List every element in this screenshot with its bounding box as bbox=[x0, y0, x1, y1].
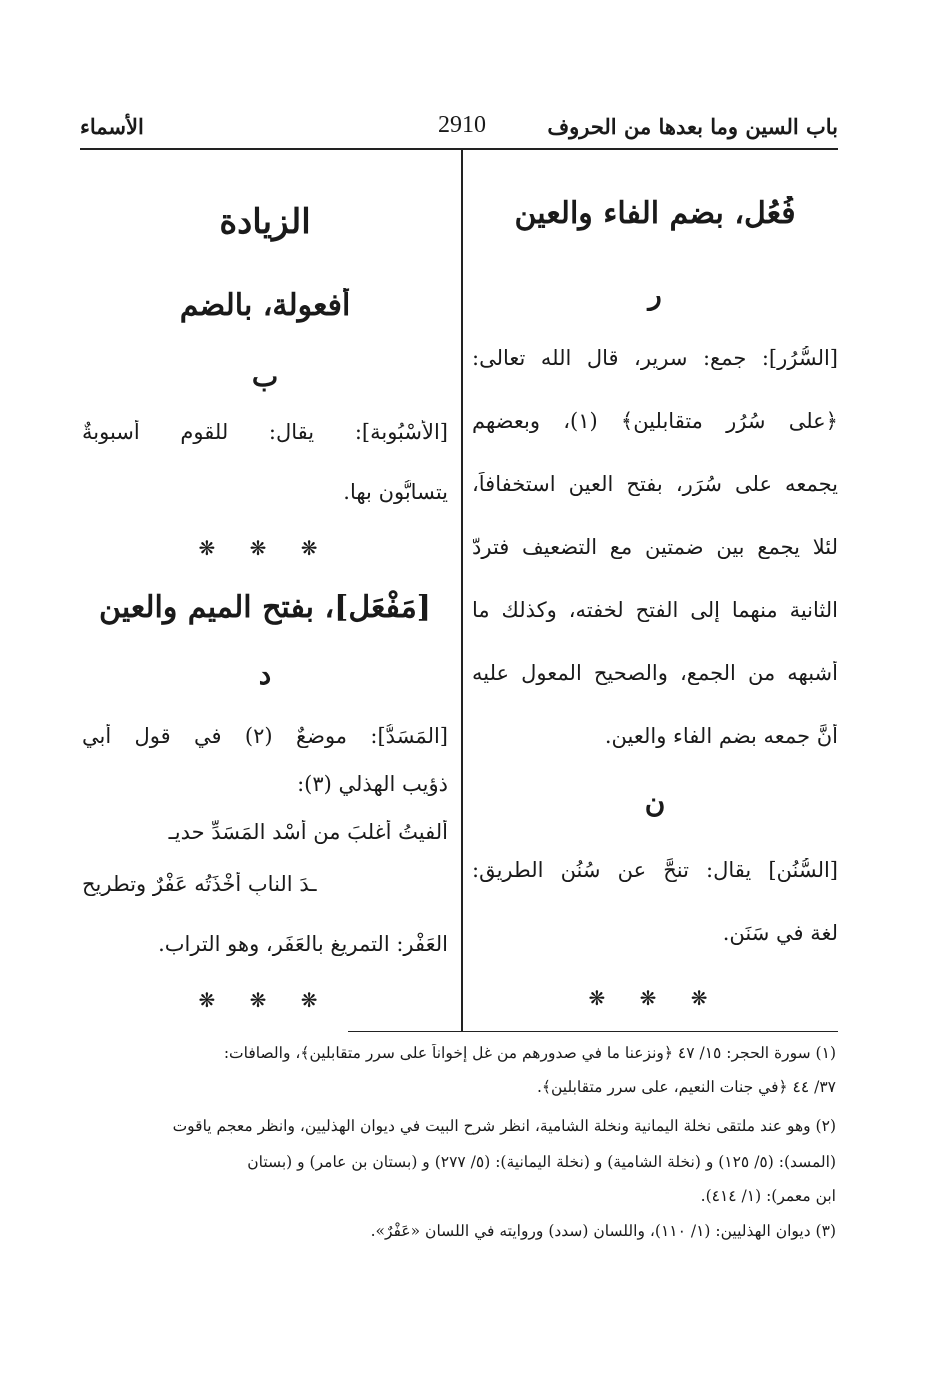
footnote-line: (١) سورة الحجر: ١٥/ ٤٧ ﴿ونزعنا ما في صدورهم من غل إخواناً على سرر متقابلين﴾، والصافات: bbox=[223, 1044, 836, 1062]
right-column bbox=[472, 150, 838, 1030]
footnote-line: (٢) وهو عند ملتقى نخلة اليمانية ونخلة الشامية، انظر شرح البيت في ديوان الهذليين، وانظر معجم ياقوت bbox=[172, 1117, 836, 1135]
footnote-line: ابن معمر): (١/ ٤١٤). bbox=[700, 1187, 836, 1205]
entry-line: يتسابُّون بها. bbox=[343, 480, 448, 504]
poem-verse-first: ألفيتُ أغلبَ من أُسْد المَسَدِّ حديـ bbox=[168, 820, 448, 844]
letter-heading-ba: ب bbox=[251, 360, 279, 393]
separator-stars: ❋ ❋ ❋ bbox=[588, 986, 722, 1010]
chapter-subtitle: الزيادة bbox=[219, 202, 311, 242]
separator-stars: ❋ ❋ ❋ bbox=[198, 536, 332, 560]
footnote-line: ٣٧/ ٤٤ ﴿في جنات النعيم، على سرر متقابلين﴾. bbox=[537, 1078, 836, 1096]
column-divider bbox=[461, 150, 463, 1032]
entry-line: ﴿على سُرُرٍ متقابلين﴾ (١)، وبعضهم bbox=[472, 409, 838, 433]
entry-line: لغة في سَنَن. bbox=[722, 921, 838, 945]
entry-line: العَفْر: التمريغ بالعَفَر، وهو التراب. bbox=[158, 932, 448, 956]
pattern-heading: أُفعولة، بالضم bbox=[179, 288, 351, 323]
footnote-rule bbox=[348, 1031, 838, 1032]
section-title: الأسماء bbox=[80, 114, 144, 139]
letter-heading-nun: ن bbox=[644, 786, 666, 819]
entry-line: [الأُسْبُوبة]: يقال: للقوم أسبوبةٌ bbox=[82, 420, 448, 444]
entry-line: ذؤيب الهذلي (٣): bbox=[297, 772, 448, 796]
entry-line: [السُّنُن] يقال: تنحَّ عن سُنُنِ الطريق: bbox=[472, 858, 838, 882]
entry-line: لئلا يجمع بين ضمتين مع التضعيف فتردّ bbox=[472, 535, 838, 559]
page-header bbox=[80, 112, 838, 152]
entry-line: [المَسَدُّ]: موضعٌ (٢) في قول أبي bbox=[82, 724, 448, 748]
entry-line: أشبهه من الجمع، والصحيح المعول عليه bbox=[472, 661, 838, 685]
footnote-line: (٣) ديوان الهذليين: (١/ ١١٠)، واللسان (سدد) وروايته في اللسان «عَفْرٌ». bbox=[370, 1222, 836, 1240]
entry-line: [السُّرُر]: جمع: سرير، قال الله تعالى: bbox=[472, 346, 838, 370]
chapter-title: باب السين وما بعدها من الحروف bbox=[547, 114, 838, 139]
letter-heading-ra: ر bbox=[648, 278, 662, 311]
page-number: 2910 bbox=[438, 112, 486, 138]
entry-line: يجمعه على سُرَر، بفتح العين استخفافاً، bbox=[472, 472, 838, 496]
pattern-heading: [مَفْعَل]، بفتح الميم والعين bbox=[99, 590, 431, 625]
separator-stars: ❋ ❋ ❋ bbox=[198, 988, 332, 1012]
footnote-line: (المسد): (٥/ ١٢٥) و (نخلة الشامية) و (نخلة اليمانية): (٥/ ٢٧٧) و (بستان بن عامر) و (بستان bbox=[247, 1153, 836, 1171]
left-column bbox=[82, 150, 448, 1030]
pattern-heading: فُعُل، بضم الفاء والعين bbox=[514, 196, 796, 231]
poem-verse-second: ـدَ النابِ أَخْذَتُه عَفْرٌ وتطريح bbox=[82, 872, 317, 896]
letter-heading-dal: د bbox=[258, 658, 272, 691]
entry-line: الثانية منهما إلى الفتح لخفته، وكذلك ما bbox=[472, 598, 838, 622]
entry-line: أنَّ جمعه بضم الفاء والعين. bbox=[604, 724, 838, 748]
